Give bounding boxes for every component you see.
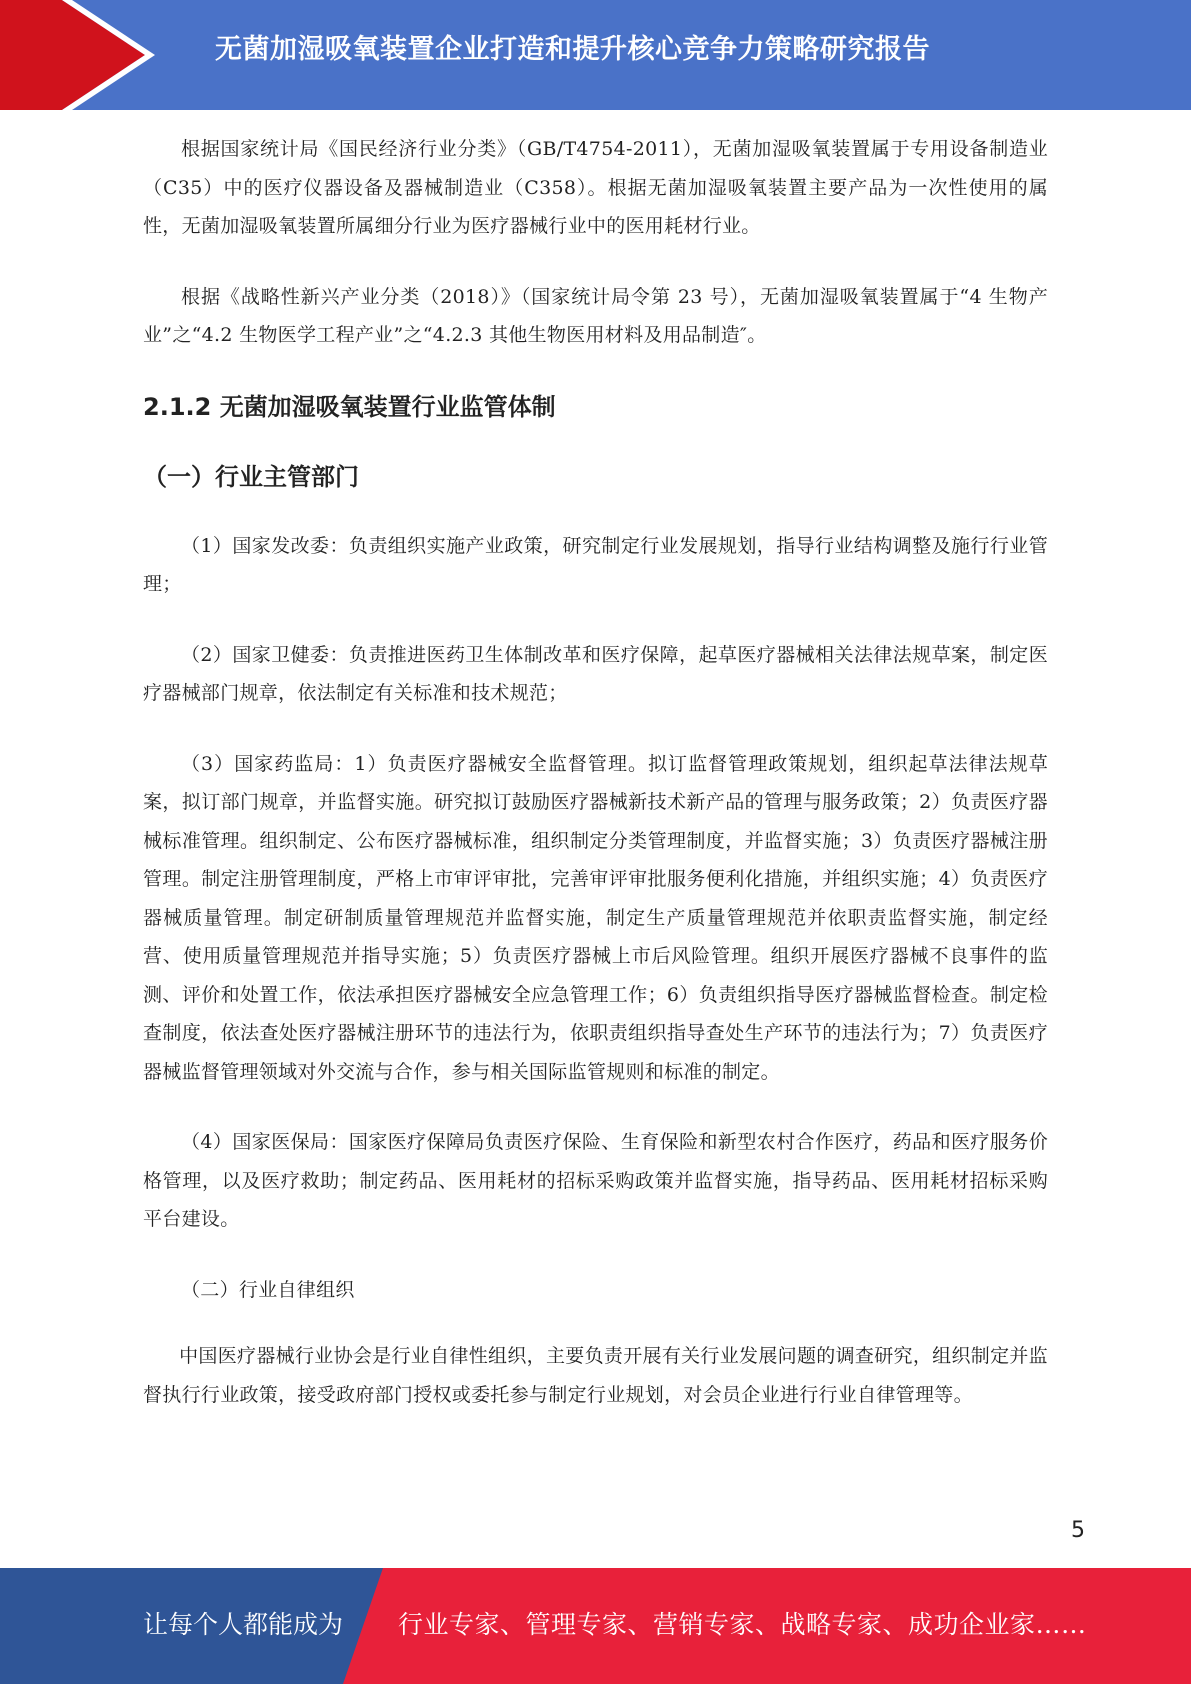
department-paragraph-2: （2）国家卫健委：负责推进医药卫生体制改革和医疗保障，起草医疗器械相关法律法规草案，制定医疗器械部门规章，依法制定有关标准和技术规范； (143, 643, 1048, 704)
document-body (143, 130, 1048, 1446)
subsection-heading: （一）行业主管部门 (143, 462, 359, 491)
page-header (0, 0, 1191, 110)
department-paragraph-4: （4）国家医保局：国家医疗保障局负责医疗保险、生育保险和新型农村合作医疗，药品和医疗服务价格管理，以及医疗救助；制定药品、医用耗材的招标采购政策并监督实施，指导药品、医用耗材招标采购平台建设。 (143, 1131, 1048, 1230)
department-paragraph-1: （1）国家发改委：负责组织实施产业政策，研究制定行业发展规划，指导行业结构调整及施行行业管理； (143, 534, 1048, 595)
self-regulation-heading: （二）行业自律组织 (181, 1278, 355, 1301)
page-footer (0, 1568, 1191, 1684)
footer-slogan-left: 让每个人都能成为 (143, 1610, 344, 1639)
intro-paragraph-2: 根据《战略性新兴产业分类（2018）》（国家统计局令第 23 号），无菌加湿吸氧装置属于“4 生物产业”之“4.2 生物医学工程产业”之“4.2.3 其他生物医用材料及用品制造″。 (143, 285, 1048, 346)
department-paragraph-3: （3）国家药监局：1）负责医疗器械安全监督管理。拟订监督管理政策规划，组织起草法律法规草案，拟订部门规章，并监督实施。研究拟订鼓励医疗器械新技术新产品的管理与服务政策；2）负责医疗器械标准管理。组织制定、公布医疗器械标准，组织制定分类管理制度，并监督实施；3）负责医疗器械注册管理。制定注册管理制度，严格上市审评审批，完善审评审批服务便利化措施，并组织实施；4）负责医疗器械质量管理。制定研制质量管理规范并监督实施，制定生产质量管理规范并依职责监督实施，制定经营、使用质量管理规范并指导实施；5）负责医疗器械上市后风险管理。组织开展医疗器械不良事件的监测、评价和处置工作，依法承担医疗器械安全应急管理工作；6）负责组织指导医疗器械监督检查。制定检查制度，依法查处医疗器械注册环节的违法行为，依职责组织指导查处生产环节的违法行为；7）负责医疗器械监督管理领域对外交流与合作，参与相关国际监管规则和标准的制定。 (143, 752, 1048, 1083)
intro-paragraph-1: 根据国家统计局《国民经济行业分类》（GB/T4754-2011），无菌加湿吸氧装置属于专用设备制造业（C35）中的医疗仪器设备及器械制造业（C358）。根据无菌加湿吸氧装置主要产品为一次性使用的属性，无菌加湿吸氧装置所属细分行业为医疗器械行业中的医用耗材行业。 (143, 138, 1048, 237)
footer-slogan-right: 行业专家、管理专家、营销专家、战略专家、成功企业家…… (398, 1610, 1087, 1639)
self-regulation-paragraph: 中国医疗器械行业协会是行业自律性组织，主要负责开展有关行业发展问题的调查研究，组织制定并监督执行行业政策，接受政府部门授权或委托参与制定行业规划，对会员企业进行行业自律管理等。 (143, 1345, 1048, 1406)
section-heading: 2.1.2 无菌加湿吸氧装置行业监管体制 (143, 392, 556, 421)
page-number: 5 (1071, 1518, 1085, 1543)
report-title: 无菌加湿吸氧装置企业打造和提升核心竞争力策略研究报告 (215, 34, 930, 65)
